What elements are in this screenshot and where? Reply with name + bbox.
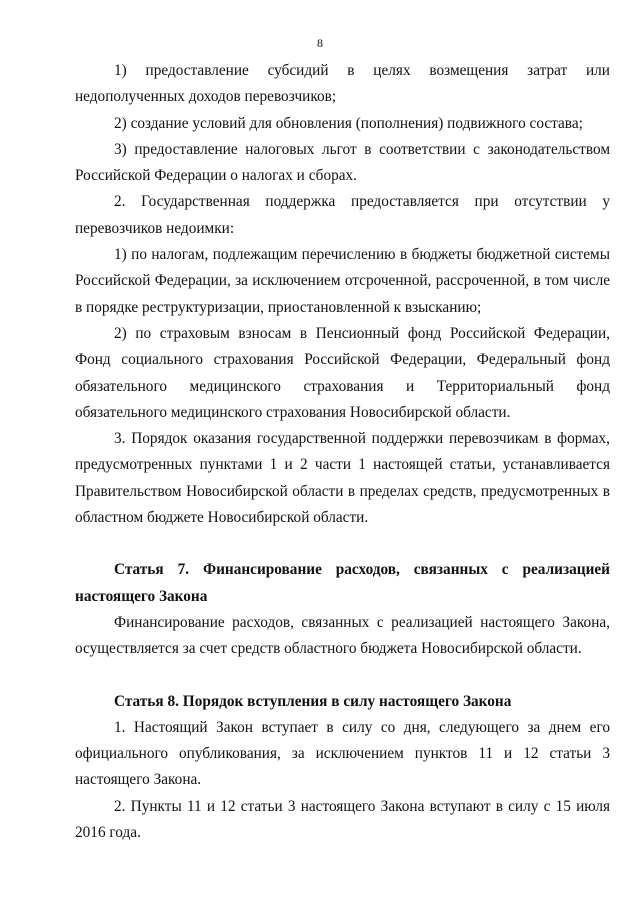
paragraph-support-form-2: 2) создание условий для обновления (пополнения) подвижного состава;	[114, 114, 583, 132]
paragraph-part-2-intro: 2. Государственная поддержка предоставляется при отсутствии у перевозчиков недоимки:	[75, 193, 610, 237]
article-7-heading: Статья 7. Финансирование расходов, связанных с реализацией настоящего Закона	[75, 561, 610, 605]
article-8-heading: Статья 8. Порядок вступления в силу настоящего Закона	[114, 692, 512, 710]
paragraph-support-form-1: 1) предоставление субсидий в целях возмещения затрат или недополученных доходов перевозчиков;	[75, 62, 610, 106]
paragraph-article-7-financing: Финансирование расходов, связанных с реализацией настоящего Закона, осуществляется за счет средств областного бюджета Новосибирской области.	[75, 613, 610, 658]
section-spacer	[75, 531, 610, 557]
paragraph-support-form-3: 3) предоставление налоговых льгот в соответствии с законодательством Российской Федерации о налогах и сборах.	[75, 140, 610, 185]
paragraph-article-8-part-2: 2. Пункты 11 и 12 статьи 3 настоящего Закона вступают в силу с 15 июля 2016 года.	[75, 797, 610, 842]
paragraph-arrears-insurance: 2) по страховым взносам в Пенсионный фонд Российской Федерации, Фонд социального страхования Российской Федерации, Федеральный фонд обязательного медицинского страхования и Территориальный фонд обязательного медицинского страхования Новосибирской области.	[75, 324, 610, 421]
paragraph-arrears-taxes: 1) по налогам, подлежащим перечислению в бюджеты бюджетной системы Российской Федерации, за исключением отсроченной, рассроченной, в том числе в порядке реструктуризации, приостановленной к взысканию;	[75, 246, 610, 316]
paragraph-article-8-part-1: 1. Настоящий Закон вступает в силу со дня, следующего за днем его официального опубликования, за исключением пунктов 11 и 12 статьи 3 настоящего Закона.	[75, 718, 610, 789]
section-spacer	[75, 663, 610, 689]
document-body	[75, 58, 610, 846]
page-number: 8	[317, 36, 323, 50]
paragraph-part-3-procedure: 3. Порядок оказания государственной поддержки перевозчикам в формах, предусмотренных пунктами 1 и 2 части 1 настоящей статьи, устанавливается Правительством Новосибирской области в пределах средств, предусмотренных в областном бюджете Новосибирской области.	[75, 430, 610, 527]
